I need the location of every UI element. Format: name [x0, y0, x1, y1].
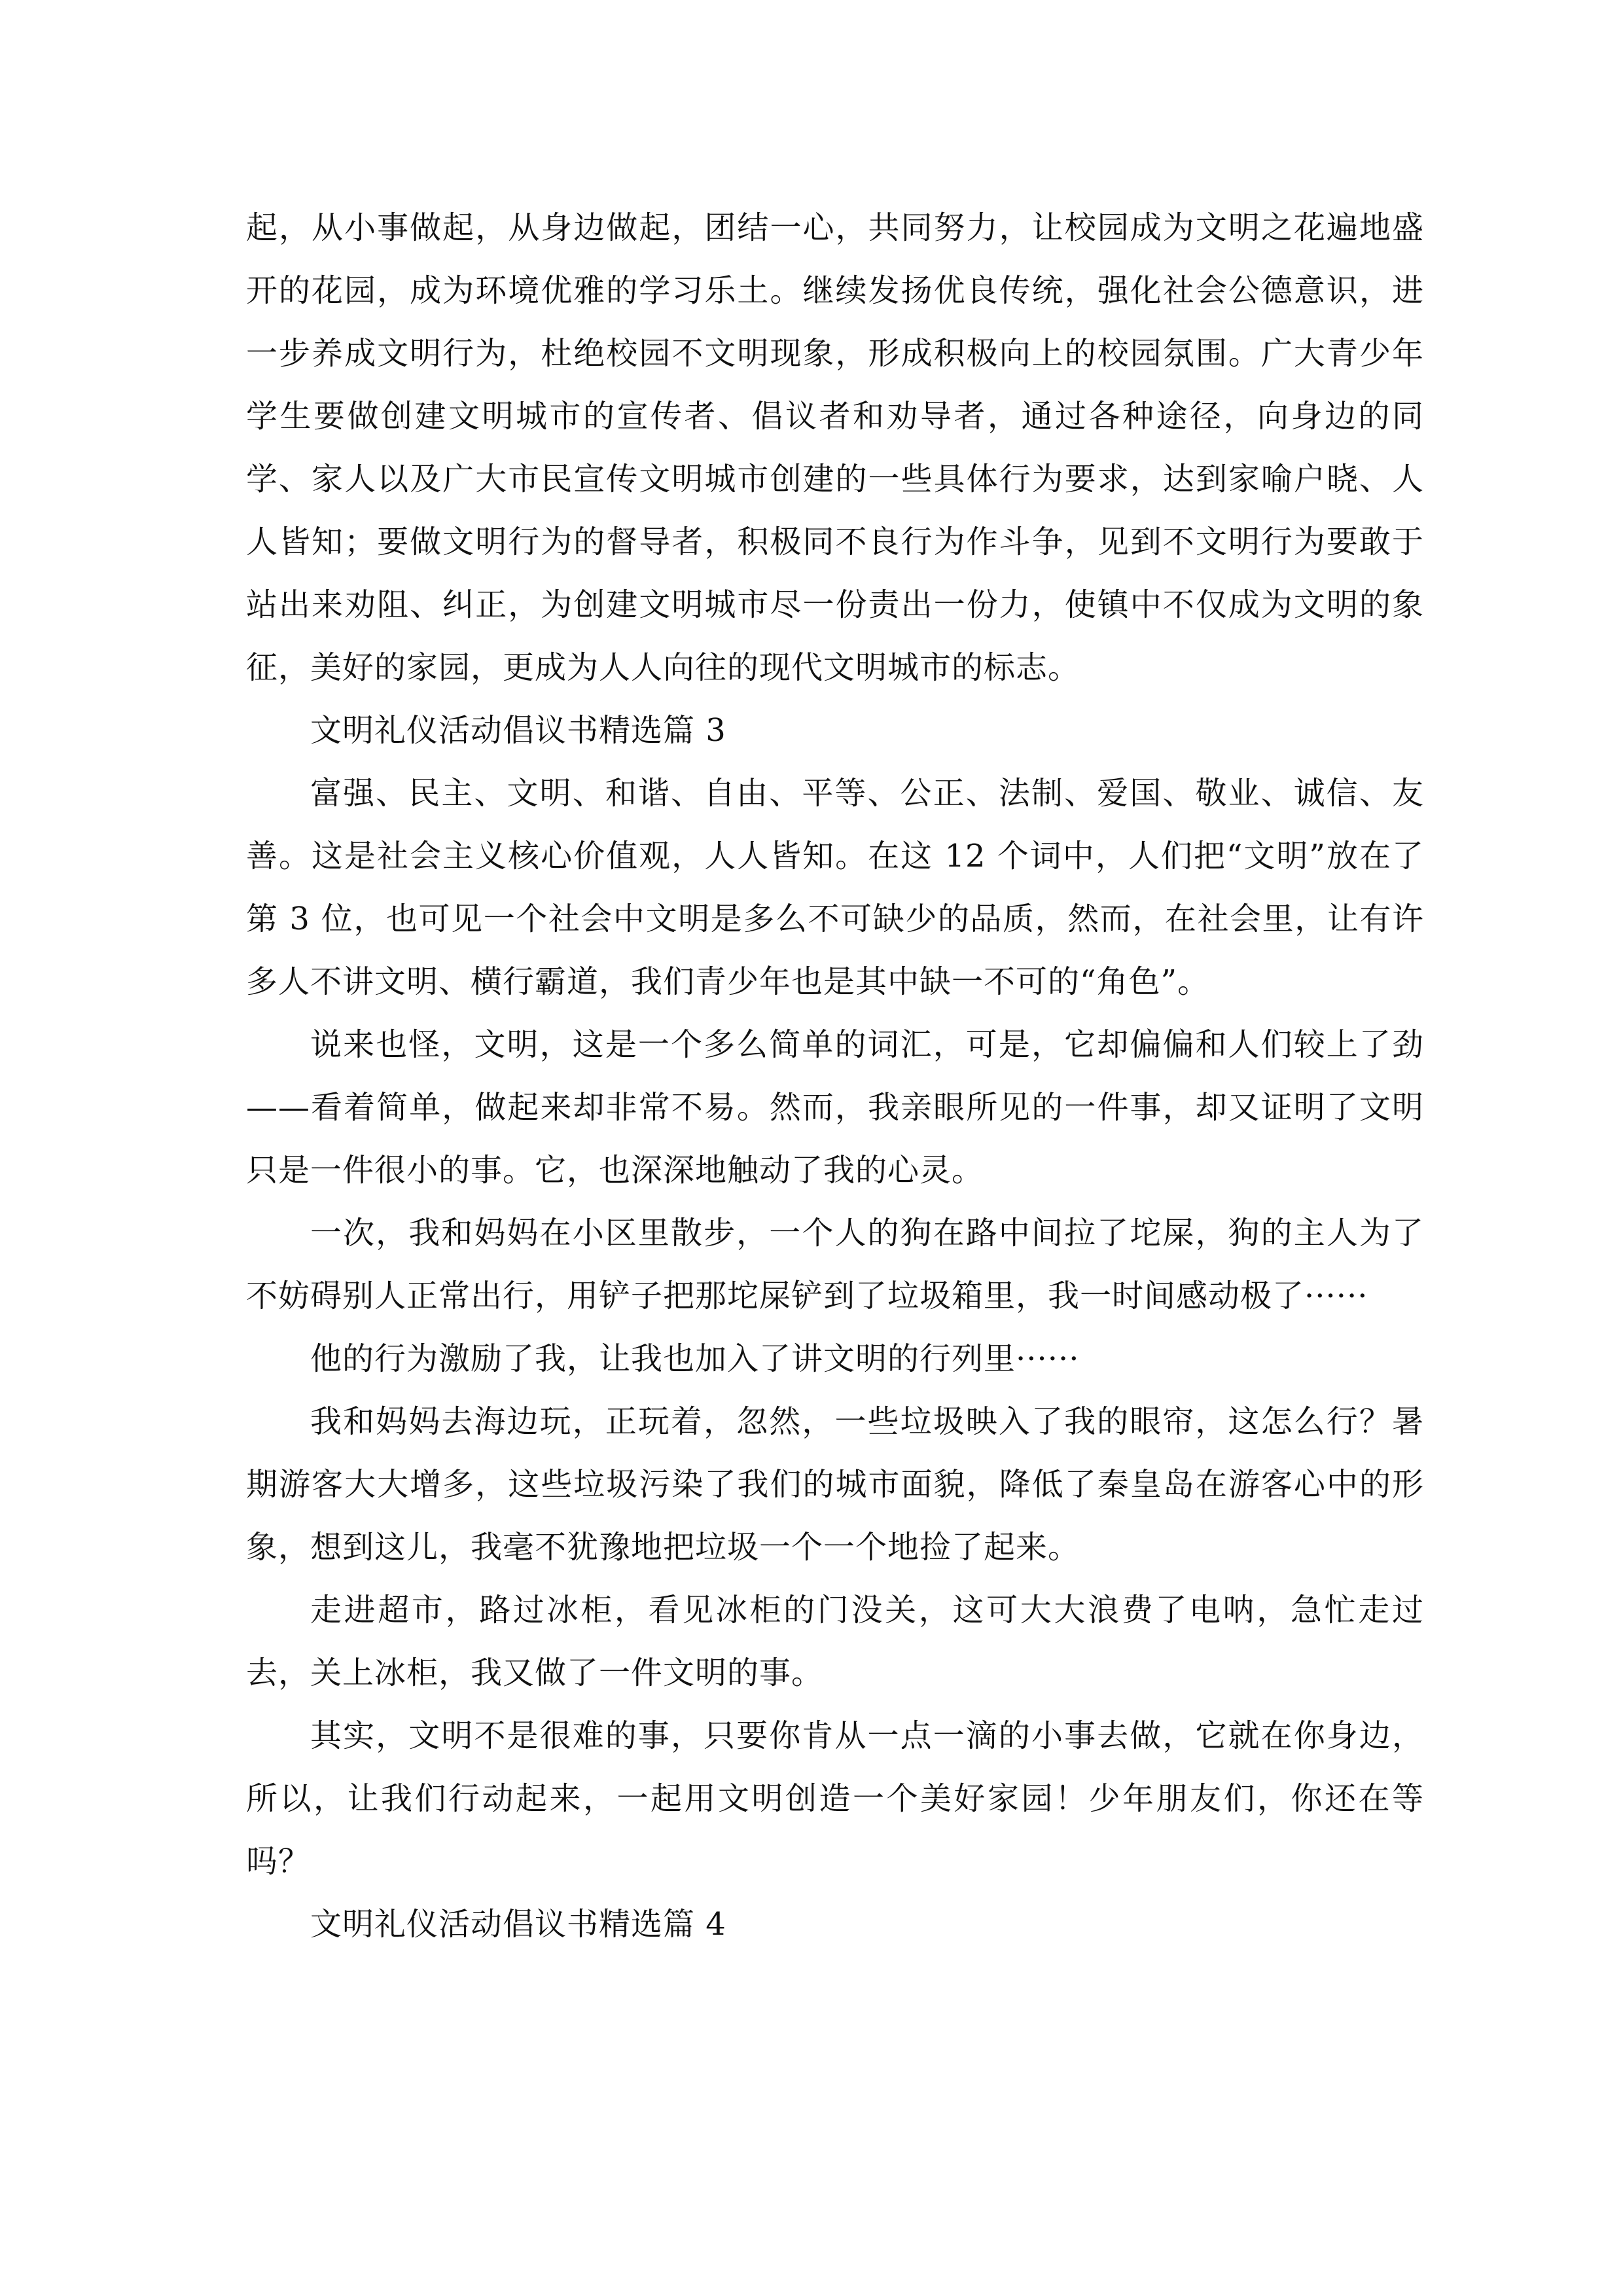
document-body [246, 196, 1424, 1956]
section-heading-4: 文明礼仪活动倡议书精选篇 4 [310, 1906, 726, 1943]
paragraph-core-values: 富强、民主、文明、和谐、自由、平等、公正、法制、爱国、敬业、诚信、友善。这是社会主义核心价值观，人人皆知。在这 12 个词中，人们把“文明”放在了第 3 位，也可见一个社会中文明是多么不可缺少的品质，然而，在社会里，让有许多人不讲文明、横行霸道，我们青少年也是其中缺一不可的“角色”。 [246, 775, 1424, 1000]
paragraph-conclusion: 其实，文明不是很难的事，只要你肯从一点一滴的小事去做，它就在你身边，所以，让我们行动起来，一起用文明创造一个美好家园！少年朋友们，你还在等吗？ [246, 1717, 1424, 1880]
paragraph-continuation: 起，从小事做起，从身边做起，团结一心，共同努力，让校园成为文明之花遍地盛开的花园，成为环境优雅的学习乐土。继续发扬优良传统，强化社会公德意识，进一步养成文明行为，杜绝校园不文明现象，形成积极向上的校园氛围。广大青少年学生要做创建文明城市的宣传者、倡议者和劝导者，通过各种途径，向身边的同学、家人以及广大市民宣传文明城市创建的一些具体行为要求，达到家喻户晓、人人皆知；要做文明行为的督导者，积极同不良行为作斗争，见到不文明行为要敢于站出来劝阻、纠正，为创建文明城市尽一份责出一份力，使镇中不仅成为文明的象征，美好的家园，更成为人人向往的现代文明城市的标志。 [246, 209, 1424, 686]
paragraph-civility-simple: 说来也怪，文明，这是一个多么简单的词汇，可是，它却偏偏和人们较上了劲——看着简单，做起来却非常不易。然而，我亲眼所见的一件事，却又证明了文明只是一件很小的事。它，也深深地触动了我的心灵。 [246, 1026, 1424, 1189]
paragraph-dog-owner: 一次，我和妈妈在小区里散步，一个人的狗在路中间拉了坨屎，狗的主人为了不妨碍别人正常出行，用铲子把那坨屎铲到了垃圾箱里，我一时间感动极了······ [246, 1215, 1424, 1314]
paragraph-supermarket: 走进超市，路过冰柜，看见冰柜的门没关，这可大大浪费了电呐，急忙走过去，关上冰柜，我又做了一件文明的事。 [246, 1592, 1424, 1691]
paragraph-inspired: 他的行为激励了我，让我也加入了讲文明的行列里······ [310, 1340, 1080, 1377]
section-heading-3: 文明礼仪活动倡议书精选篇 3 [310, 712, 726, 749]
paragraph-beach: 我和妈妈去海边玩，正玩着，忽然，一些垃圾映入了我的眼帘，这怎么行？暑期游客大大增多，这些垃圾污染了我们的城市面貌，降低了秦皇岛在游客心中的形象，想到这儿，我毫不犹豫地把垃圾一个一个地捡了起来。 [246, 1403, 1424, 1566]
